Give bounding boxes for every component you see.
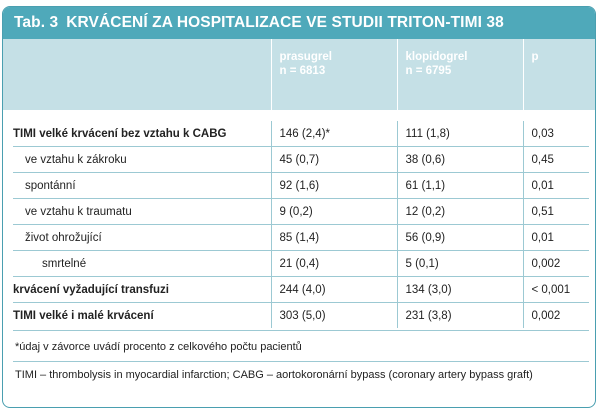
cell-p: 0,01 <box>523 173 589 199</box>
cell-prasugrel: 303 (5,0) <box>271 303 397 329</box>
cell-p: 0,51 <box>523 199 589 225</box>
header-klopidogrel-name: klopidogrel <box>405 51 468 63</box>
header-label-col <box>13 39 271 121</box>
cell-prasugrel: 244 (4,0) <box>271 277 397 303</box>
row-label: spontánní <box>13 173 271 199</box>
table-row <box>13 225 589 251</box>
row-label: TIMI velké krvácení bez vztahu k CABG <box>13 127 227 140</box>
footnote: *údaj v závorce uvádí procento z celkového počtu pacientů <box>15 341 302 353</box>
footnote-divider <box>13 361 589 362</box>
header-p <box>523 39 589 121</box>
cell-klopidogrel: 111 (1,8) <box>397 121 523 147</box>
cell-klopidogrel: 38 (0,6) <box>397 147 523 173</box>
cell-prasugrel: 92 (1,6) <box>271 173 397 199</box>
row-label: život ohrožující <box>13 225 271 251</box>
cell-p: 0,002 <box>523 251 589 277</box>
table-bottom-rule <box>13 330 589 331</box>
row-label: ve vztahu k traumatu <box>13 199 271 225</box>
header-klopidogrel <box>397 39 523 121</box>
header-prasugrel <box>271 39 397 121</box>
cell-prasugrel: 146 (2,4)* <box>271 121 397 147</box>
abbreviations-note: TIMI – thrombolysis in myocardial infarction; CABG – aortokoronární bypass (coronary artery bypass graft) <box>15 369 533 381</box>
table-number: Tab. 3 <box>14 14 59 31</box>
cell-klopidogrel: 231 (3,8) <box>397 303 523 329</box>
row-label: ve vztahu k zákroku <box>13 147 271 173</box>
table-row <box>13 147 589 173</box>
cell-p: < 0,001 <box>523 277 589 303</box>
cell-prasugrel: 85 (1,4) <box>271 225 397 251</box>
cell-klopidogrel: 56 (0,9) <box>397 225 523 251</box>
header-prasugrel-n: n = 6813 <box>279 65 326 77</box>
cell-p: 0,002 <box>523 303 589 329</box>
cell-klopidogrel: 61 (1,1) <box>397 173 523 199</box>
cell-p: 0,03 <box>523 121 589 147</box>
header-row <box>13 39 589 121</box>
cell-p: 0,01 <box>523 225 589 251</box>
row-label: krvácení vyžadující transfuzi <box>13 277 271 303</box>
row-label: TIMI velké i malé krvácení <box>13 303 271 329</box>
bleeding-table <box>13 39 589 328</box>
row-label: smrtelné <box>13 251 271 277</box>
cell-klopidogrel: 5 (0,1) <box>397 251 523 277</box>
cell-klopidogrel: 12 (0,2) <box>397 199 523 225</box>
table-row <box>13 303 589 329</box>
table-row <box>13 173 589 199</box>
cell-prasugrel: 21 (0,4) <box>271 251 397 277</box>
table-row <box>13 251 589 277</box>
table-title: KRVÁCENÍ ZA HOSPITALIZACE VE STUDII TRITON-TIMI 38 <box>66 14 504 31</box>
cell-p: 0,45 <box>523 147 589 173</box>
table-row <box>13 199 589 225</box>
cell-klopidogrel: 134 (3,0) <box>397 277 523 303</box>
header-p-name: p <box>531 51 539 63</box>
header-prasugrel-name: prasugrel <box>279 51 332 63</box>
table-row <box>13 277 589 303</box>
table-frame <box>2 6 596 408</box>
cell-prasugrel: 9 (0,2) <box>271 199 397 225</box>
cell-prasugrel: 45 (0,7) <box>271 147 397 173</box>
header-klopidogrel-n: n = 6795 <box>405 65 452 77</box>
table-row <box>13 121 589 147</box>
table-title-bar <box>3 7 595 39</box>
